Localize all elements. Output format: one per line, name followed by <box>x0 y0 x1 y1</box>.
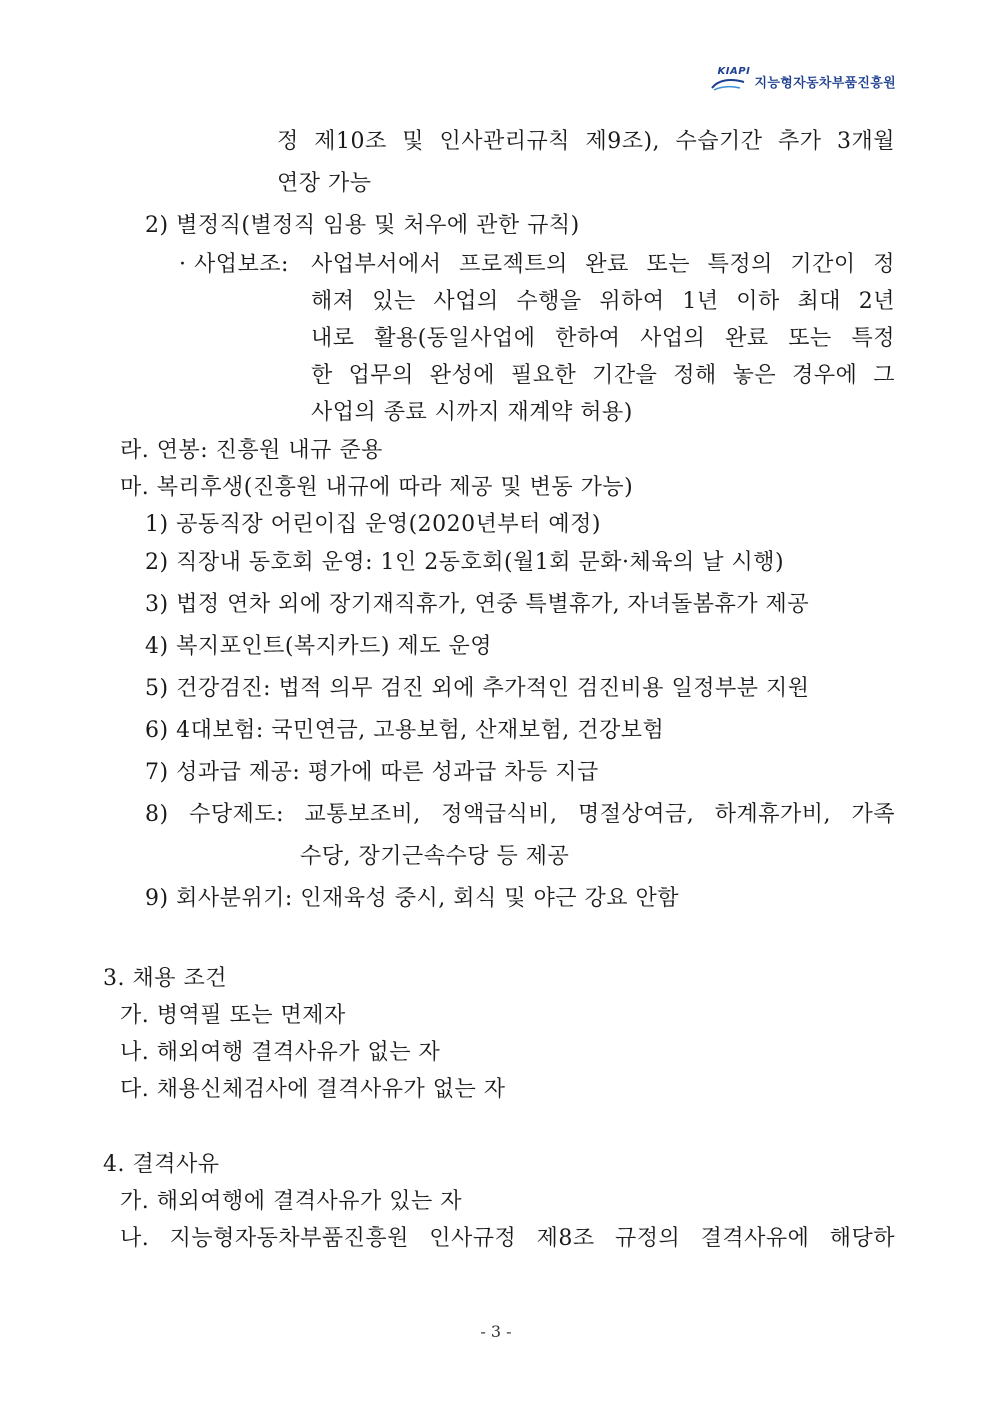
list-item: 7) 성과급 제공: 평가에 따른 성과급 차등 지급 <box>145 760 599 785</box>
list-item: 2) 직장내 동호회 운영: 1인 2동호회(월1회 문화·체육의 날 시행) <box>145 550 785 575</box>
section-item: 가. 해외여행에 결격사유가 있는 자 <box>120 1189 462 1214</box>
section-item: 나. 지능형자동차부품진흥원 인사규정 제8조 규정의 결격사유에 해당하 <box>120 1226 895 1251</box>
kiapi-logo <box>710 66 751 92</box>
list-item: 6) 4대보험: 국민연금, 고용보험, 산재보험, 건강보험 <box>145 718 665 743</box>
list-item: 3) 법정 연차 외에 장기재직휴가, 연중 특별휴가, 자녀돌봄휴가 제공 <box>145 592 810 617</box>
list-item: 5) 건강검진: 법적 의무 검진 외에 추가적인 검진비용 일정부분 지원 <box>145 676 810 701</box>
section-item: 나. 해외여행 결격사유가 없는 자 <box>120 1040 441 1065</box>
text-line: 사업부서에서 프로젝트의 완료 또는 특정의 기간이 정 <box>311 252 895 277</box>
list-item: 4) 복지포인트(복지카드) 제도 운영 <box>145 634 493 659</box>
list-item: 9) 회사분위기: 인재육성 중시, 회식 및 야근 강요 안함 <box>145 886 679 911</box>
section-item: 라. 연봉: 진흥원 내규 준용 <box>120 438 383 463</box>
section-heading: 3. 채용 조건 <box>103 966 227 991</box>
text-line: 해져 있는 사업의 수행을 위하여 1년 이하 최대 2년 <box>311 289 895 314</box>
header <box>710 66 896 92</box>
bullet-label: · 사업보조: <box>179 252 289 277</box>
list-item: 8) 수당제도: 교통보조비, 정액급식비, 명절상여금, 하계휴가비, 가족 <box>145 802 895 827</box>
text-line: 정 제10조 및 인사관리규칙 제9조), 수습기간 추가 3개월 <box>277 129 895 154</box>
section-item: 다. 채용신체검사에 결격사유가 없는 자 <box>120 1077 506 1102</box>
logo-text: KIAPI <box>717 66 751 77</box>
text-line: 연장 가능 <box>277 171 372 196</box>
section-item: 가. 병역필 또는 면제자 <box>120 1003 346 1028</box>
text-line: 수당, 장기근속수당 등 제공 <box>300 844 570 869</box>
list-item-heading: 2) 별정직(별정직 임용 및 처우에 관한 규칙) <box>145 213 580 238</box>
section-item: 마. 복리후생(진흥원 내규에 따라 제공 및 변동 가능) <box>120 475 634 500</box>
text-line: 사업의 종료 시까지 재계약 허용) <box>311 400 633 425</box>
text-line: 내로 활용(동일사업에 한하여 사업의 완료 또는 특정 <box>311 326 895 351</box>
org-name: 지능형자동차부품진흥원 <box>754 75 896 91</box>
page-number: - 3 - <box>480 1322 512 1341</box>
list-item: 1) 공동직장 어린이집 운영(2020년부터 예정) <box>145 512 601 537</box>
text-line: 한 업무의 완성에 필요한 기간을 정해 놓은 경우에 그 <box>311 363 895 388</box>
section-heading: 4. 결격사유 <box>103 1152 220 1177</box>
